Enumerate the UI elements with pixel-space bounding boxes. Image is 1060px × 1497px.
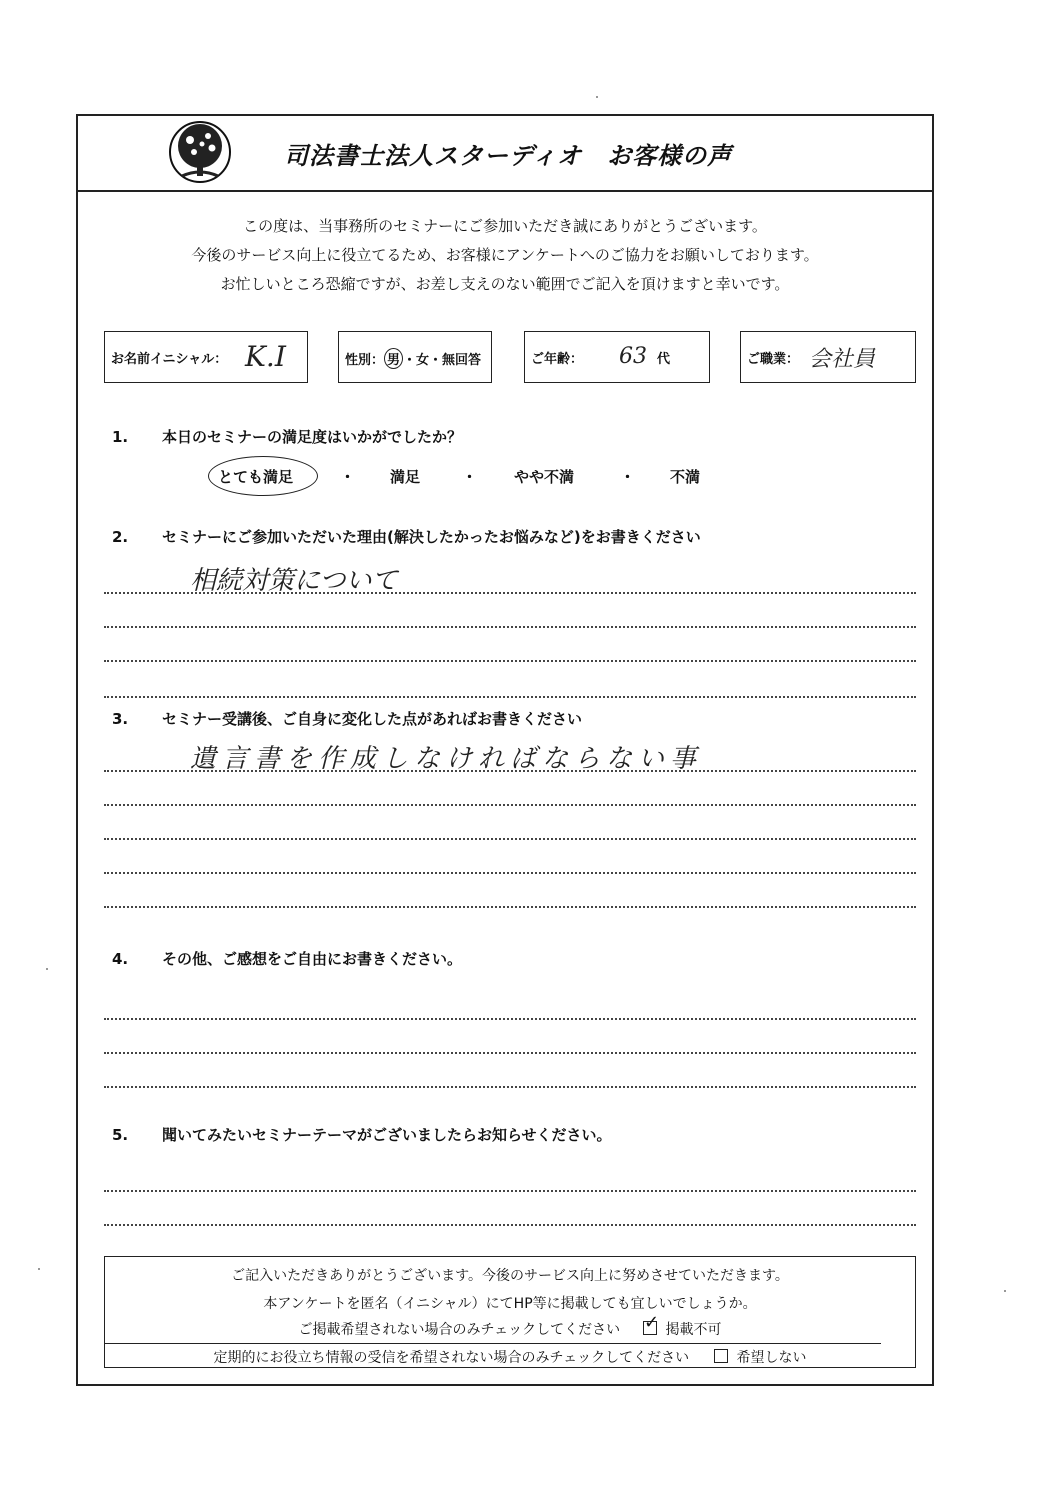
answer-line — [104, 770, 916, 772]
option-separator: ・ — [340, 468, 356, 486]
question-text: 聞いてみたいセミナーテーマがございましたらお知らせください。 — [162, 1126, 612, 1144]
publish-optout-row — [105, 1312, 915, 1339]
question-text: その他、ご感想をご自由にお書きください。 — [162, 950, 463, 968]
scan-speck — [596, 96, 598, 98]
info-optout-row — [105, 1347, 915, 1367]
no-publish-checkbox[interactable] — [643, 1312, 660, 1335]
gender-label: 性別： — [345, 353, 385, 368]
scan-speck — [46, 968, 48, 970]
answer-line — [104, 1018, 916, 1020]
job-value: 会社員 — [809, 347, 876, 372]
scan-speck — [38, 1268, 40, 1270]
answer-line — [104, 838, 916, 840]
publish-optout-text: ご掲載希望されない場合のみチェックしてください — [298, 1322, 621, 1338]
question-number: 5. — [112, 1126, 129, 1144]
question-3 — [112, 708, 582, 729]
satisfaction-option-dissatisfied[interactable]: 不満 — [670, 468, 701, 486]
initial-value: K.I — [245, 340, 286, 373]
answer-line — [104, 696, 916, 698]
question-number: 2. — [112, 528, 129, 546]
job-label: ご職業： — [747, 352, 800, 367]
answer-line — [104, 1190, 916, 1192]
consent-box — [104, 1256, 916, 1368]
option-separator: ・ — [462, 468, 478, 486]
intro-line: この度は、当事務所のセミナーにご参加いただき誠にありがとうございます。 — [243, 217, 767, 235]
intro-text — [76, 212, 934, 299]
satisfaction-option-very-satisfied[interactable]: とても満足 — [218, 468, 294, 486]
gender-options-other: ・女・無回答 — [403, 353, 482, 368]
answer-line — [104, 592, 916, 594]
age-box[interactable] — [524, 331, 710, 383]
answer-line — [104, 1224, 916, 1226]
footer-thanks: ご記入いただきありがとうございます。今後のサービス向上に努めさせていただきます。 — [231, 1268, 789, 1284]
gender-box[interactable] — [338, 331, 492, 383]
question-4 — [112, 948, 462, 969]
intro-line: 今後のサービス向上に役立てるため、お客様にアンケートへのご協力をお願いしております。 — [191, 246, 819, 264]
question-number: 3. — [112, 710, 129, 728]
question-text: セミナーにご参加いただいた理由(解決したかったお悩みなど)をお書きください — [162, 528, 701, 546]
answer-line — [104, 872, 916, 874]
question-text: 本日のセミナーの満足度はいかがでしたか？ — [162, 428, 463, 446]
age-value: 63 — [619, 344, 647, 369]
scan-speck — [1004, 1290, 1006, 1292]
question-number: 4. — [112, 950, 129, 968]
answer-q3[interactable]: 遺言書を作成しなければならない事 — [190, 744, 703, 774]
age-suffix: 代 — [657, 352, 671, 367]
question-2 — [112, 526, 701, 547]
question-number: 1. — [112, 428, 129, 446]
tree-logo-icon — [168, 120, 232, 184]
question-1 — [112, 426, 462, 447]
no-info-label: 希望しない — [736, 1350, 807, 1366]
check-icon: ✓ — [644, 1312, 660, 1333]
question-text: セミナー受講後、ご自身に変化した点があればお書きください — [162, 710, 583, 728]
initial-label: お名前イニシャル： — [111, 352, 228, 367]
info-optout-text: 定期的にお役立ち情報の受信を希望されない場合のみチェックしてください — [213, 1350, 690, 1366]
question-5 — [112, 1124, 612, 1145]
job-box[interactable] — [740, 331, 916, 383]
satisfaction-option-satisfied[interactable]: 満足 — [390, 468, 421, 486]
option-separator: ・ — [620, 468, 636, 486]
age-label: ご年齢： — [531, 352, 584, 367]
page-title: 司法書士法人スターディオ お客様の声 — [284, 142, 733, 170]
answer-line — [104, 626, 916, 628]
no-info-checkbox[interactable] — [714, 1349, 728, 1363]
satisfaction-option-somewhat-dissatisfied[interactable]: やや不満 — [514, 468, 575, 486]
answer-line — [104, 804, 916, 806]
answer-line — [104, 906, 916, 908]
gender-option-male[interactable]: 男 — [384, 348, 403, 369]
gender-field — [345, 348, 481, 369]
no-publish-label: 掲載不可 — [665, 1322, 722, 1338]
footer-divider — [105, 1343, 881, 1344]
answer-line — [104, 660, 916, 662]
initial-box[interactable] — [104, 331, 308, 383]
footer-publish-question: 本アンケートを匿名（イニシャル）にてHP等に掲載しても宜しいでしょうか。 — [263, 1296, 757, 1312]
answer-line — [104, 1086, 916, 1088]
intro-line: お忙しいところ恐縮ですが、お差し支えのない範囲でご記入を頂けますと幸いです。 — [220, 275, 790, 293]
form-header — [76, 114, 934, 192]
answer-line — [104, 1052, 916, 1054]
answer-q2[interactable]: 相続対策について — [190, 566, 398, 596]
